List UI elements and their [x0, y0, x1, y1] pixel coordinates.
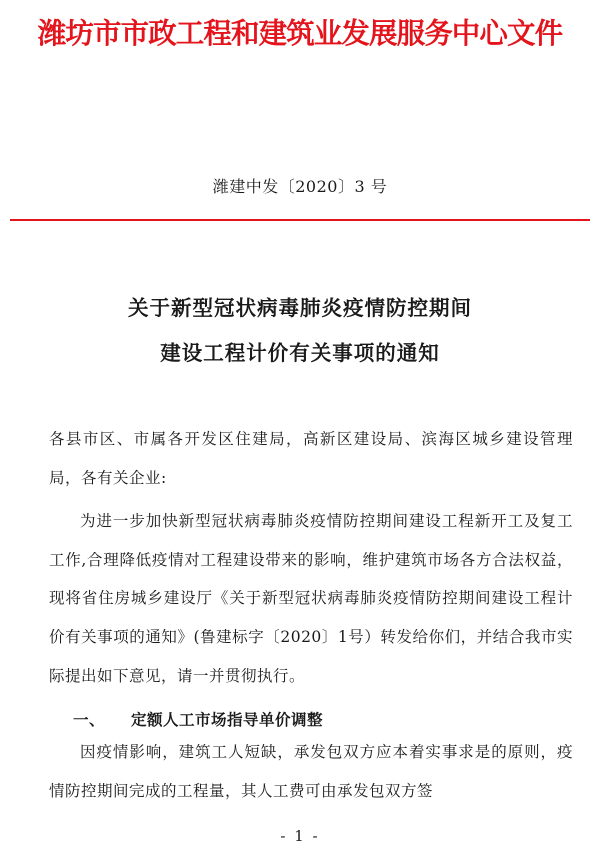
section-heading-1: [73, 707, 323, 733]
section-title: 定额人工市场指导单价调整: [131, 711, 324, 729]
title-line-2: 建设工程计价有关事项的通知: [160, 341, 440, 365]
salutation: 各县市区、市属各开发区住建局，高新区建设局、滨海区城乡建设管理局，各有关企业:: [49, 430, 573, 487]
title-line-1: 关于新型冠状病毒肺炎疫情防控期间: [128, 296, 472, 320]
section-number: 一、: [73, 711, 106, 729]
issuer-header: 潍坊市市政工程和建筑业发展服务中心文件: [37, 17, 563, 50]
body-paragraph-1: 为进一步加快新型冠状病毒肺炎疫情防控期间建设工程新开工及复工工作,合理降低疫情对工程建设带来的影响，维护建筑市场各方合法权益，现将省住房城乡建设厅《关于新型冠状病毒肺炎疫情防控期间建设工程计价有关事项的通知》(鲁建标字〔2020〕1号）转发给你们，并结合我市实际提出如下意见，请一并贯彻执行。: [49, 512, 573, 685]
document-number: 潍建中发〔2020〕3 号: [212, 177, 388, 196]
red-divider: [10, 219, 590, 221]
body-paragraph-2: 因疫情影响，建筑工人短缺，承发包双方应本着实事求是的原则，疫情防控期间完成的工程量，其人工费可由承发包双方签: [49, 743, 573, 800]
page-number: - 1 -: [280, 827, 320, 845]
